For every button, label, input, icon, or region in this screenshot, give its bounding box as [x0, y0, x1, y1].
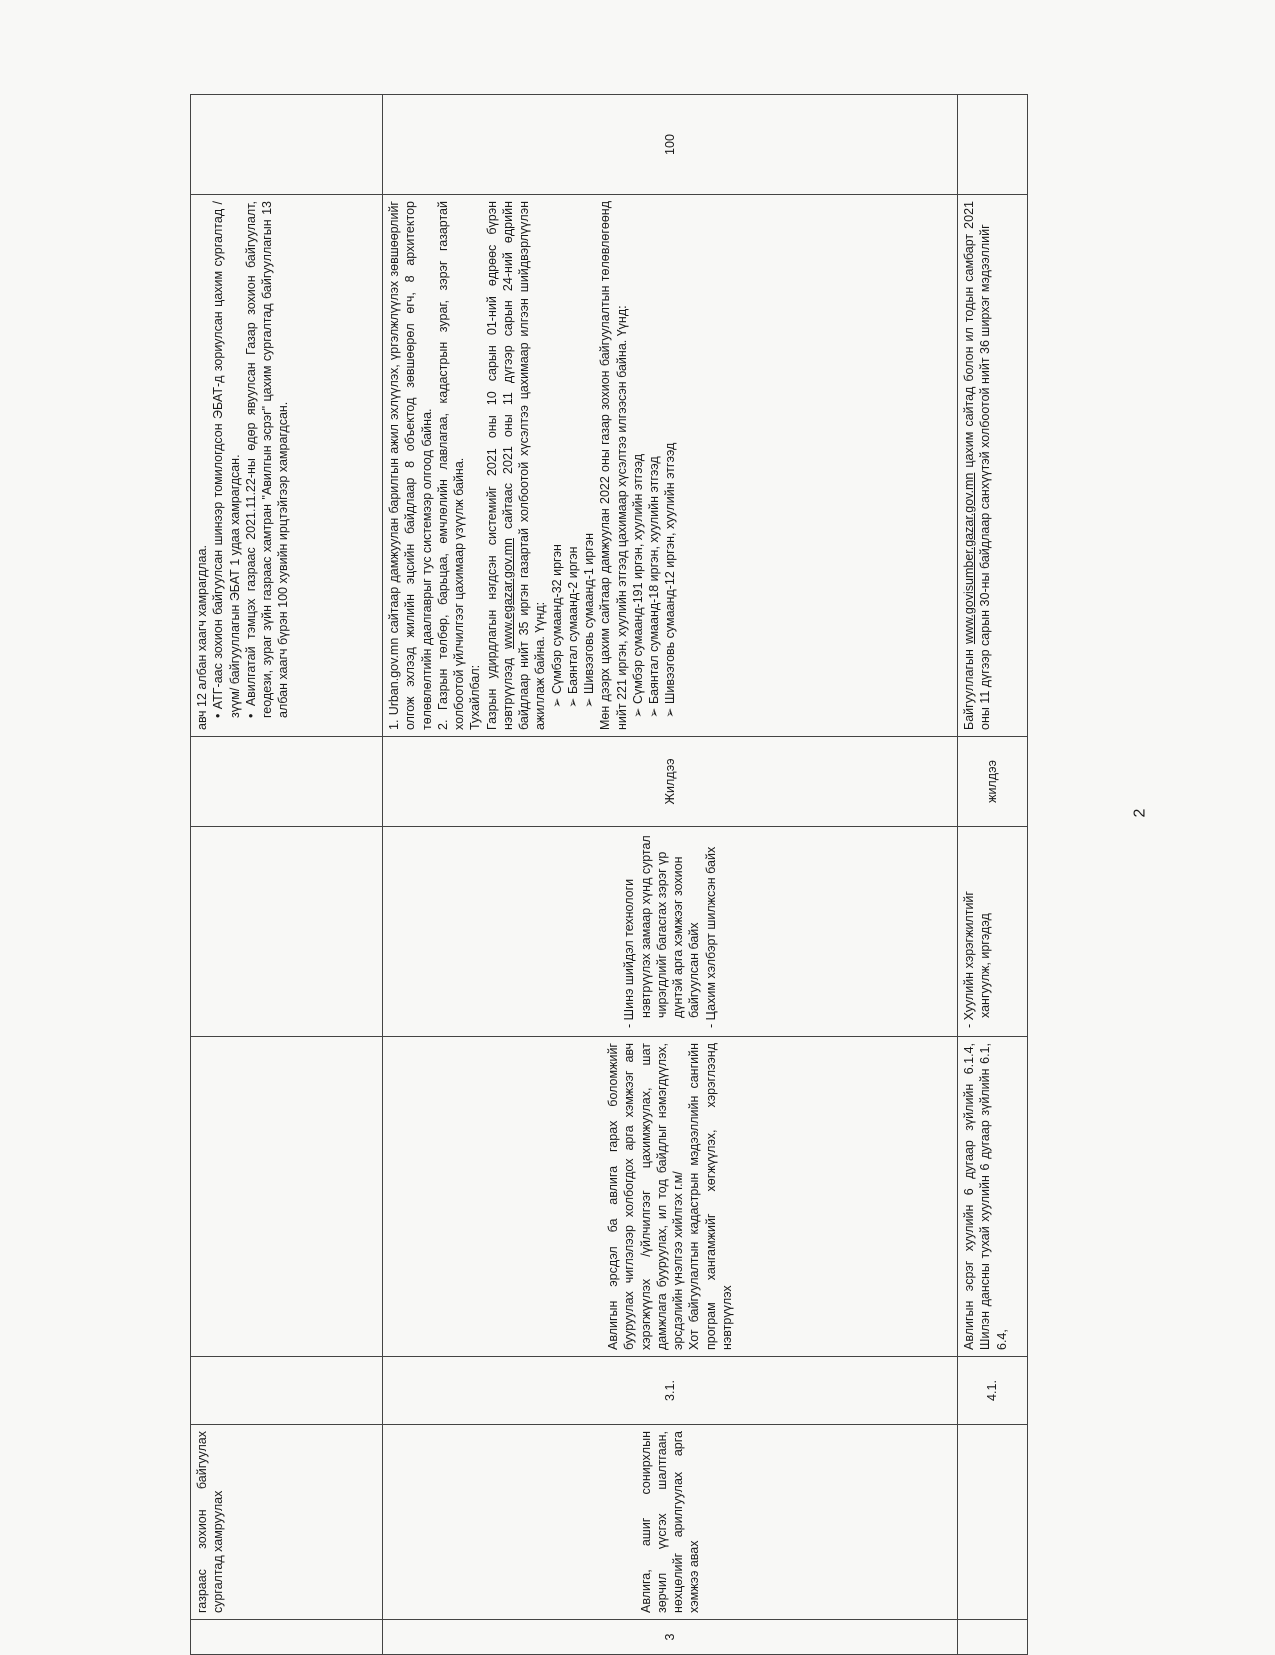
list-item: - Хуулийн хэрэгжилтийг хангуулж, иргэдэд	[961, 833, 994, 1018]
impl-paragraph-3	[484, 201, 549, 730]
term-cell	[958, 737, 1028, 827]
govisumber-link[interactable]: www.govisumber.gazar.gov.mn	[962, 472, 976, 645]
results-list	[621, 833, 719, 1030]
table-row-continuation	[191, 95, 383, 1655]
results-list	[961, 833, 994, 1030]
impl-cont-line-2: • АТГ-аас зохион байгуулсан шинээр томилогдсон ЭБАТ-д зориулсан цахим сургалтад /зүүм/ байгууллагын ЭБАТ 1 удаа хамрагдсан.	[211, 201, 242, 718]
term-text: Жилдээ	[662, 758, 677, 805]
egazar-link[interactable]: www.egazar.gov.mn	[500, 538, 515, 649]
impl-label: Тухайлбал:	[468, 664, 483, 730]
row-number: 3	[662, 1633, 677, 1641]
impl-paragraph-4: Мөн дээрх цахим сайтаар дамжуулан 2022 оны газар зохион байгуулалтын төлөвлөгөөнд нийт 221 иргэн, хуулийн этгээд цахимаар хүсэлтээ илгээсэн байна. Үүнд:	[598, 201, 629, 730]
impl-list-1	[549, 201, 598, 730]
impl-paragraph-1: 1. Urban.gov.mn сайтаар дамжуулан барилгын ажил эхлүүлэх, үргэлжлүүлэх зөвшөөрлийг олгож эхлээд жилийн эцсийн байдлаар 8 объектод зөвшөөрөл өгч, 8 архитектор төлөвлөлтийн даалгаврыг тус системээр олгоод байна.	[387, 201, 434, 730]
measure-cell	[383, 1037, 958, 1357]
sub-number-cell	[958, 1357, 1028, 1425]
results-cell	[383, 827, 958, 1037]
sub-number: 4.1.	[985, 1380, 1000, 1401]
impl-text	[961, 201, 994, 730]
impl-paragraph-3b: сайтаас 2021 оны 11 дүгээр сарын 24-ний өдрийн байдлаар нийт 35 иргэн газартай холбоотой хүсэлтээ цахимаар илгээн шийдвэрлүүлэн ажиллаж байна. Үүнд:	[500, 201, 548, 730]
term-cell	[383, 737, 958, 827]
sub-number: 3.1.	[662, 1380, 677, 1401]
measure-text-2: Хот байгуулалтын кадастрын мэдээллийн сангийн програм хангамжийг хөгжүүлэх, хэрэглээнд нэвтрүүлэх	[687, 1043, 734, 1350]
list-item: ➢ Сүмбэр сумаанд-191 иргэн, хуулийн этгээд	[630, 201, 646, 702]
measure-cell	[958, 1037, 1028, 1357]
landscape-content	[190, 95, 1030, 1655]
impl-cont-line-1: авч 12 албан хаагч хамрагдлаа.	[195, 545, 209, 730]
impl-cont-line-3: • Авилгатай тэмцэх газраас 2021.11.22-ны өдөр явуулсан Газар зохион байгуулалт, геодези, зураг зүйн газраас хамтран "Авилгын эсрэг" цахим сургалтад байгууллагын 13 албан хаагч бүрэн 100 хувийн ирцтэйгээр хамрагдсан.	[243, 201, 291, 718]
list-item: ➢ Шивээговь сумаанд-12 иргэн, хуулийн этгээд	[662, 201, 678, 702]
rotated-page	[190, 95, 1030, 1655]
goal-cell	[383, 1425, 958, 1620]
list-item: ➢ Шивээговь сумаанд-1 иргэн	[581, 201, 597, 692]
table-row-3	[383, 95, 958, 1655]
page-number: 2	[1131, 808, 1149, 818]
measure-text-1: Авлигын эрсдэл ба авлига гарах боломжийг бууруулах чиглэлээр холбогдох арга хэмжээг авч хэрэгжүүлэх /үйлчилгээг цахимжуулах, шат дамжлага бууруулах, ил тод байдлыг нэмэгдүүлэх, эрсдэлийн үнэлгээ хийлгэх г.м/	[606, 1043, 685, 1350]
impl-text-a: Байгууллагын	[962, 649, 976, 730]
list-item: ➢ Баянтал сумаанд-2 иргэн	[565, 201, 581, 692]
list-item: - Шинэ шийдэл технологи нэвтрүүлэх замаар хүнд суртал чирэгдлийг багасгах зэрэг үр дүнтэй арга хэмжээг зохион байгуулсан байх	[621, 833, 702, 1018]
impl-paragraph-3a: Газрын удирдлагын нэгдсэн системийг 2021 оны 10 сарын 01-ний өдрөөс бүрэн нэвтрүүлээд	[484, 201, 515, 730]
score-value: 100	[662, 134, 677, 155]
action-plan-table	[190, 94, 1028, 1655]
impl-list-2	[630, 201, 679, 730]
measure-text: Авлигын эсрэг хуулийн 6 дугаар зүйлийн 6.1.4, Шилэн дансны тухай хуулийн 6 дугаар зүйлийн 6.1, 6.4,	[962, 1043, 1009, 1350]
results-cell	[958, 827, 1028, 1037]
goal-text: Авлига, ашиг сонирхлын зөрчил үүсгэх шалтгаан, нөхцөлийг арилгуулах арга хэмжээ авах	[638, 1431, 702, 1613]
list-item: ➢ Сүмбэр сумаанд-32 иргэн	[549, 201, 565, 692]
measure-cont-cell	[191, 1425, 383, 1620]
list-item: ➢ Баянтал сумаанд-18 иргэн, хуулийн этгээд	[646, 201, 662, 702]
measure-cont-text: газраас зохион байгуулах сургалтад хамруулах	[195, 1431, 226, 1613]
sub-number-cell	[383, 1357, 958, 1425]
impl-text-b: цахим сайтад болон ил тодын самбарт 2021 оны 11 дүгээр сарын 30-ны байдлаар санхүүтэй холбоотой нийт 36 ширхэг мэдээллийг	[962, 201, 993, 730]
row-number-cell	[383, 1620, 958, 1655]
impl-cell	[383, 195, 958, 737]
table-row-4	[958, 95, 1028, 1655]
score-cell	[383, 95, 958, 195]
impl-cell	[958, 195, 1028, 737]
impl-paragraph-2: 2. Газрын төлбөр, барьцаа, өмчлөлийн лавлагаа, кадастрын зураг, зэрэг газартай холбоотой үйлчилгээг цахимаар үзүүлж байна.	[435, 201, 466, 730]
impl-cont-cell	[191, 195, 383, 737]
list-item: - Цахим хэлбэрт шилжсэн байх	[703, 833, 719, 1018]
term-text: жилдээ	[985, 760, 1000, 803]
